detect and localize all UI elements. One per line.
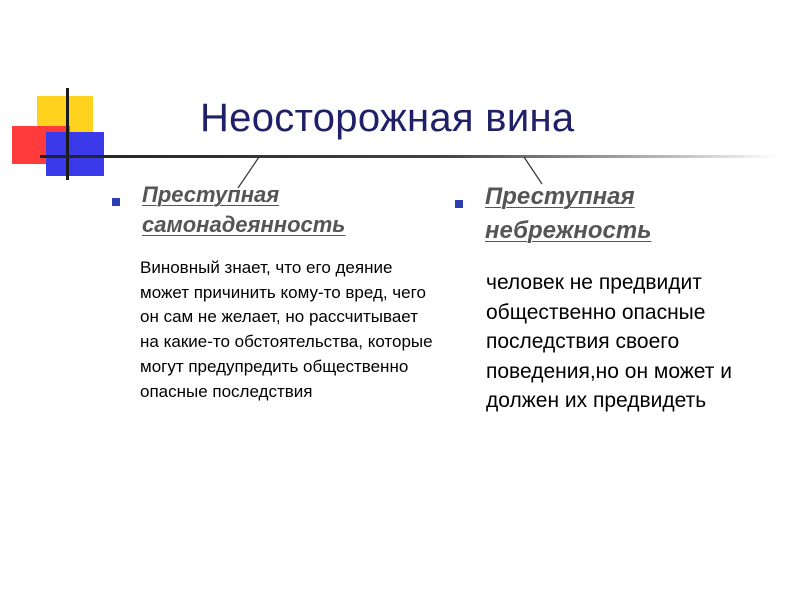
left-heading-line2: самонадеянность — [142, 212, 346, 237]
left-body-text: Виновный знает, что его деяние может причинить кому-то вред, чего он сам не желает, но рассчитывает на какие-то обстоятельства, которые могут предупредить общественно опасные последствия — [140, 258, 433, 401]
right-body-text: человек не предвидит общественно опасные последствия своего поведения,но он может и должен их предвидеть — [486, 271, 732, 412]
left-heading — [142, 180, 432, 240]
slide-title: Неосторожная вина — [200, 96, 575, 140]
bullet-square-icon — [112, 198, 120, 206]
right-heading-line2: небрежность — [485, 217, 652, 244]
right-column — [455, 180, 785, 416]
bullet-square-icon — [455, 200, 463, 208]
left-column — [112, 180, 432, 404]
left-heading-row — [112, 180, 432, 240]
right-heading-row — [455, 180, 785, 248]
right-heading-line1: Преступная — [485, 183, 635, 210]
left-heading-line1: Преступная — [142, 182, 280, 207]
right-heading — [485, 180, 785, 248]
